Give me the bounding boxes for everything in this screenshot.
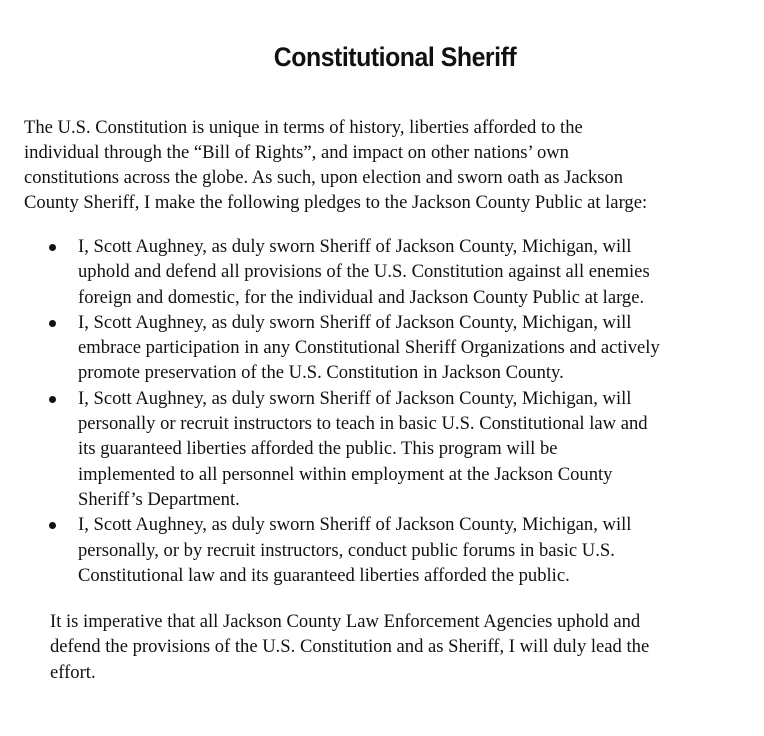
closing-line: defend the provisions of the U.S. Constitution and as Sheriff, I will duly lead the (50, 636, 650, 658)
pledge-line: I, Scott Aughney, as duly sworn Sheriff of Jackson County, Michigan, will (78, 311, 632, 333)
pledge-line: Constitutional law and its guaranteed liberties afforded the public. (78, 564, 570, 586)
pledge-item (0, 512, 764, 588)
document-title: Constitutional Sheriff (273, 42, 517, 72)
closing-line: It is imperative that all Jackson County Law Enforcement Agencies uphold and (50, 611, 641, 632)
pledge-list (0, 234, 764, 588)
pledge-line: promote preservation of the U.S. Constitution in Jackson County. (78, 362, 564, 384)
bullet-icon (49, 396, 56, 403)
pledge-line: uphold and defend all provisions of the U.S. Constitution against all enemies (78, 261, 650, 283)
pledge-line: I, Scott Aughney, as duly sworn Sheriff of Jackson County, Michigan, will (78, 514, 632, 536)
pledge-item (0, 386, 764, 512)
pledge-item (0, 234, 764, 310)
pledge-line: implemented to all personnel within employment at the Jackson County (78, 463, 613, 485)
bullet-icon (49, 522, 56, 529)
bullet-icon (49, 244, 56, 251)
pledge-line: personally, or by recruit instructors, conduct public forums in basic U.S. (78, 539, 615, 561)
closing-paragraph (50, 609, 750, 685)
closing-line: effort. (50, 661, 96, 683)
pledge-line: its guaranteed liberties afforded the public. This program will be (78, 438, 558, 460)
intro-line: constitutions across the globe. As such, upon election and sworn oath as Jackson (24, 167, 624, 188)
pledge-line: I, Scott Aughney, as duly sworn Sheriff of Jackson County, Michigan, will (78, 387, 632, 409)
intro-line: County Sheriff, I make the following pledges to the Jackson County Public at large: (24, 192, 648, 213)
pledge-line: Sheriff’s Department. (78, 488, 240, 510)
bullet-icon (49, 320, 56, 327)
intro-line: The U.S. Constitution is unique in terms of history, liberties afforded to the (24, 117, 583, 138)
pledge-line: personally or recruit instructors to teach in basic U.S. Constitutional law and (78, 413, 648, 435)
intro-line: individual through the “Bill of Rights”, and impact on other nations’ own (24, 142, 569, 163)
intro-paragraph (24, 115, 744, 215)
pledge-item (0, 310, 764, 386)
pledge-line: I, Scott Aughney, as duly sworn Sheriff of Jackson County, Michigan, will (78, 236, 632, 257)
pledge-line: foreign and domestic, for the individual and Jackson County Public at large. (78, 286, 645, 308)
pledge-line: embrace participation in any Constitutional Sheriff Organizations and actively (78, 337, 660, 359)
